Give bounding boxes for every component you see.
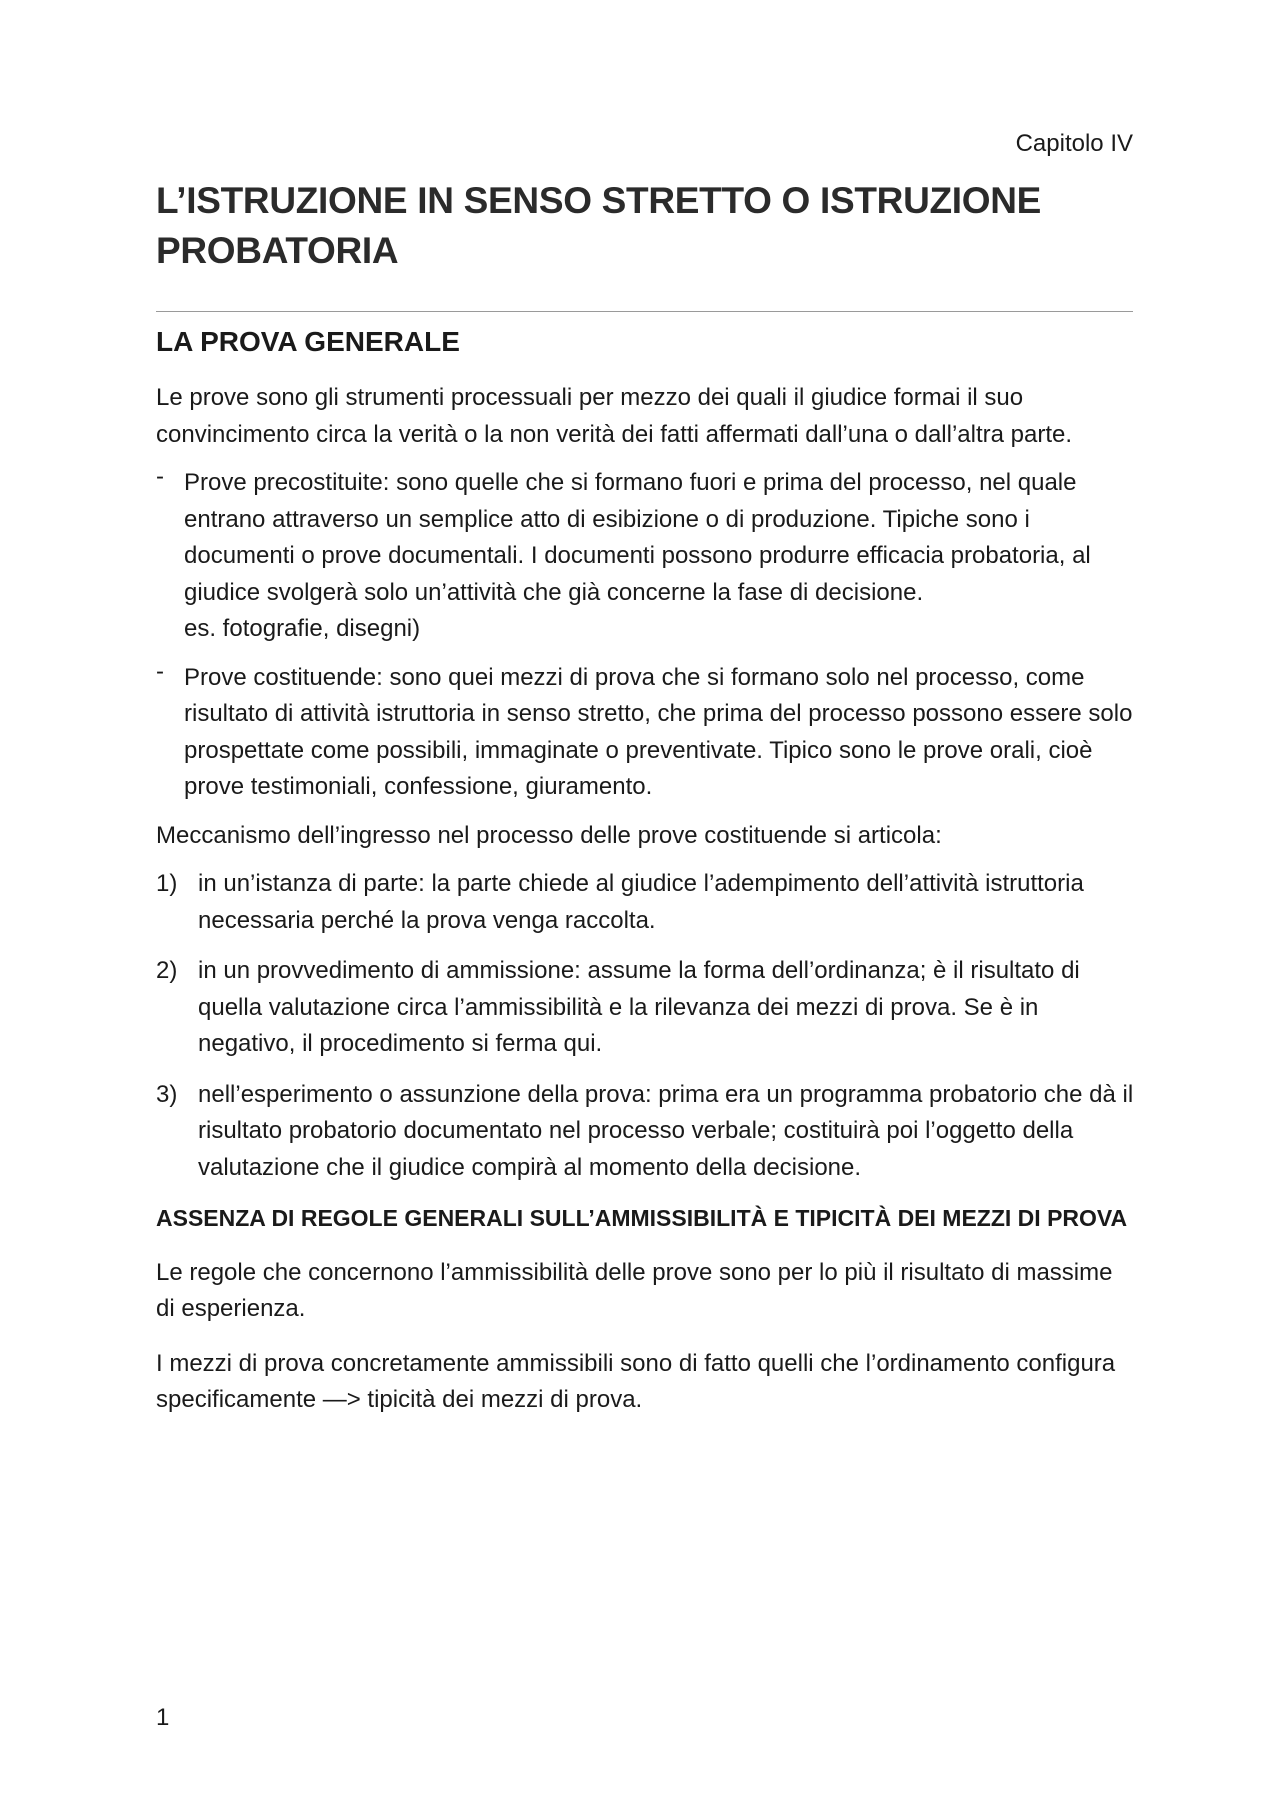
section-heading: LA PROVA GENERALE xyxy=(156,326,460,357)
list-item xyxy=(156,1077,1136,1187)
document-title: L’ISTRUZIONE IN SENSO STRETTO O ISTRUZIONE PROBATORIA xyxy=(156,180,1042,271)
document-body xyxy=(156,318,1136,1419)
chapter-label: Capitolo IV xyxy=(1015,130,1133,157)
list-item xyxy=(156,953,1136,1063)
dash-marker: - xyxy=(156,463,164,490)
list-item-text: in un provvedimento di ammissione: assume la forma dell’ordinanza; è il risultato di quella valutazione circa l’ammissibilità e la rilevanza dei mezzi di prova. Se è in negativo, il procedimento si ferma qui. xyxy=(198,957,1080,1057)
number-marker: 3) xyxy=(156,1080,178,1108)
page-number: 1 xyxy=(156,1704,170,1731)
mechanism-intro: Meccanismo dell’ingresso nel processo delle prove costituende si articola: xyxy=(156,821,942,849)
list-item-text: Prove precostituite: sono quelle che si formano fuori e prima del processo, nel quale entrano attraverso un semplice atto di esibizione o di produzione. Tipiche sono i documenti o prove documentali. I documenti possono produrre efficacia probatoria, al giudice svolgerà solo un’attività che già concerne la fase di decisione. xyxy=(184,469,1091,606)
list-item xyxy=(156,866,1136,939)
list-item-text: in un’istanza di parte: la parte chiede al giudice l’adempimento dell’attività istruttoria necessaria perché la prova venga raccolta. xyxy=(198,870,1084,934)
list-item-text: Prove costituende: sono quei mezzi di prova che si formano solo nel processo, come risultato di attività istruttoria in senso stretto, che prima del processo possono essere solo prospettate come possibili, immaginate o preventivate. Tipico sono le prove orali, cioè prove testimoniali, confessione, giuramento. xyxy=(184,663,1133,800)
dash-marker: - xyxy=(156,657,164,685)
list-item xyxy=(156,465,1136,648)
subsection-heading: ASSENZA DI REGOLE GENERALI SULL’AMMISSIBILITÀ E TIPICITÀ DEI MEZZI DI PROVA xyxy=(156,1205,1128,1231)
subsection-paragraph: Le regole che concernono l’ammissibilità delle prove sono per lo più il risultato di massime di esperienza. xyxy=(156,1258,1113,1322)
list-item-example: es. fotografie, disegni) xyxy=(184,615,421,642)
number-marker: 2) xyxy=(156,957,178,984)
title-divider xyxy=(156,311,1133,312)
list-item-text: nell’esperimento o assunzione della prova: prima era un programma probatorio che dà il risultato probatorio documentato nel processo verbale; costituirà poi l’oggetto della valutazione che il giudice compirà al momento della decisione. xyxy=(198,1080,1134,1181)
list-item xyxy=(156,657,1136,806)
numbered-list xyxy=(156,866,1136,1186)
dash-list xyxy=(156,465,1136,806)
intro-paragraph: Le prove sono gli strumenti processuali per mezzo dei quali il giudice formai il suo convincimento circa la verità o la non verità dei fatti affermati dall’una o dall’altra parte. xyxy=(156,384,1073,448)
number-marker: 1) xyxy=(156,870,178,897)
subsection-paragraph: I mezzi di prova concretamente ammissibili sono di fatto quelli che l’ordinamento configura specificamente —> tipicità dei mezzi di prova. xyxy=(156,1349,1116,1413)
